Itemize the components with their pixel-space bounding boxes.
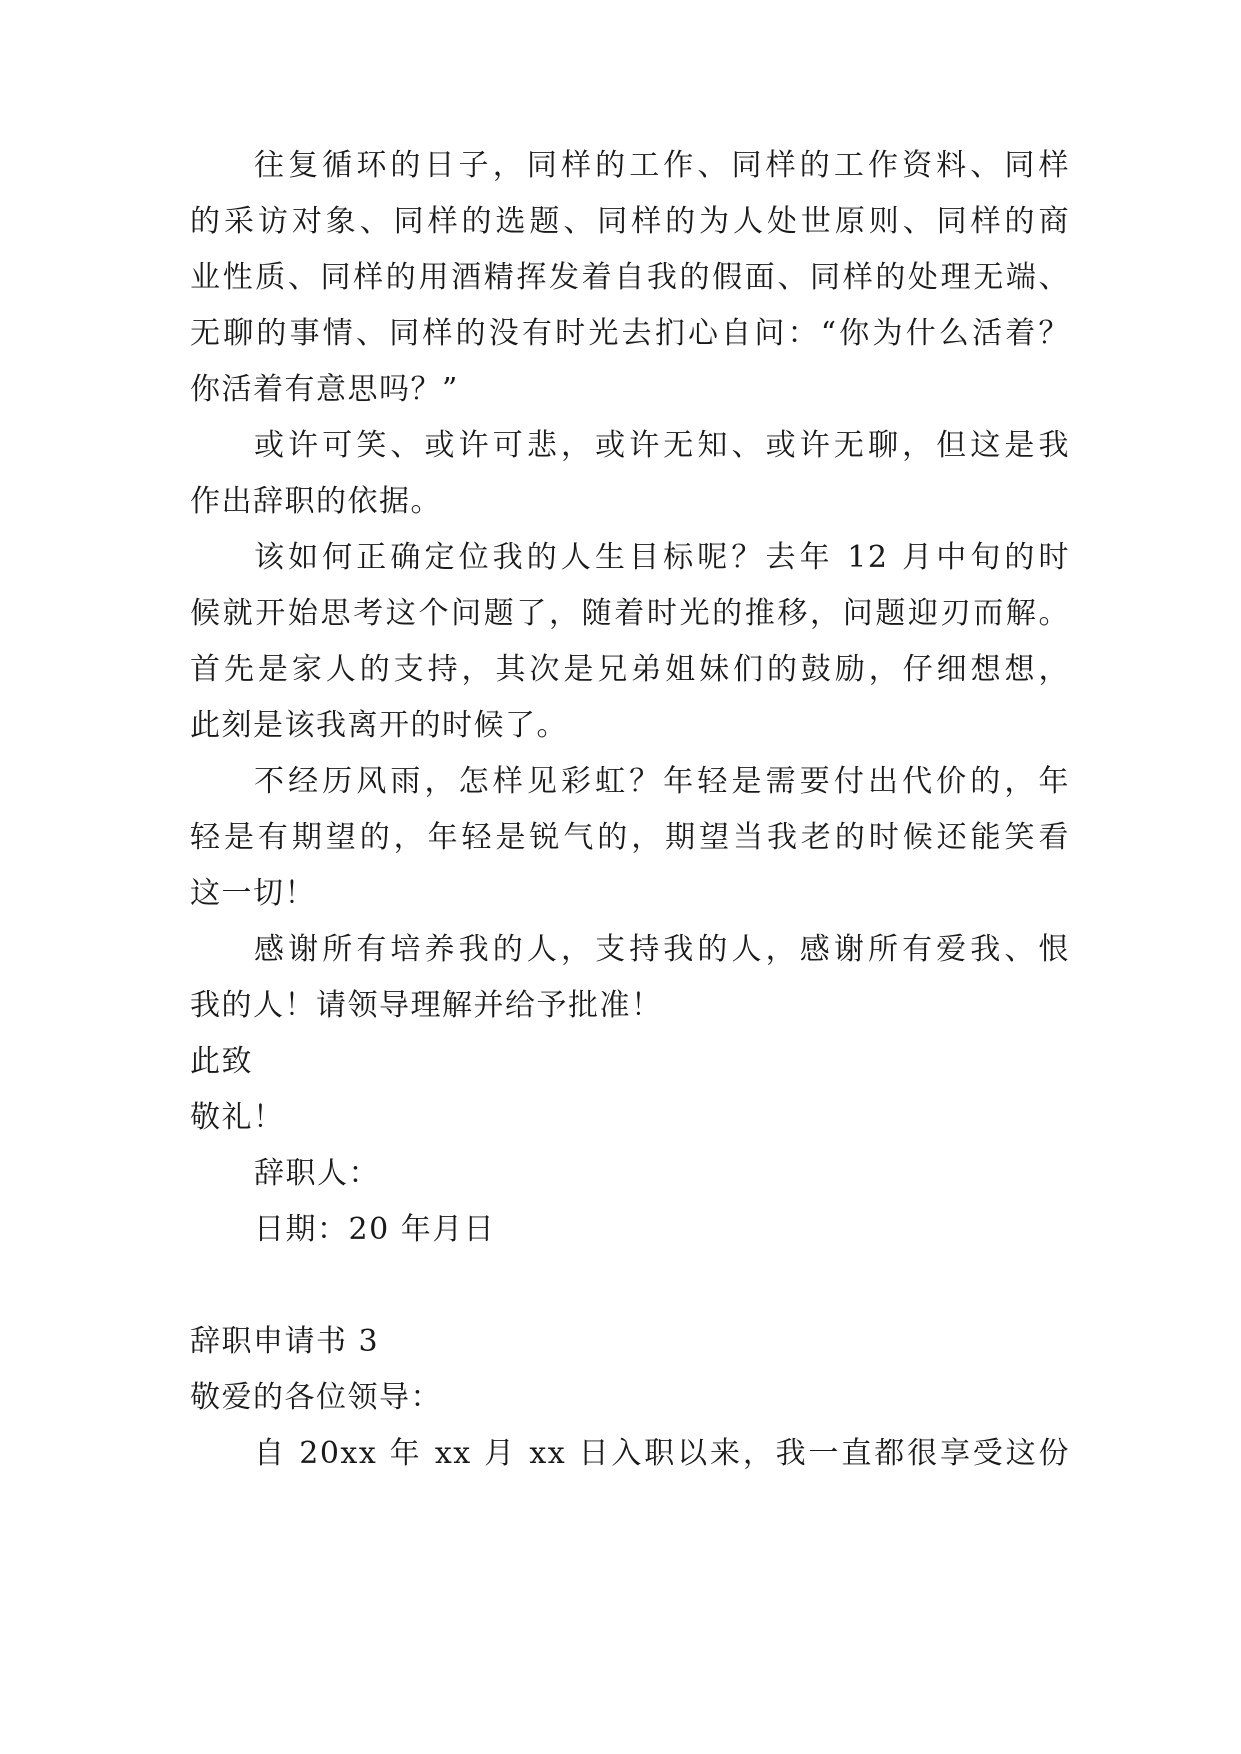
paragraph-line: 自 20xx 年 xx 月 xx 日入职以来，我一直都很享受这份 bbox=[254, 1436, 1070, 1471]
closing-salutation: 此致 bbox=[190, 1044, 253, 1079]
paragraph-line: 往复循环的日子，同样的工作、同样的工作资料、同样 bbox=[254, 148, 1070, 183]
paragraph-line: 此刻是该我离开的时候了。 bbox=[190, 708, 568, 743]
paragraph-line: 首先是家人的支持，其次是兄弟姐妹们的鼓励，仔细想想， bbox=[190, 652, 1070, 687]
paragraph-line: 这一切！ bbox=[190, 876, 316, 911]
paragraph-line: 作出辞职的依据。 bbox=[190, 484, 442, 519]
date-label: 日期：20 年月日 bbox=[254, 1212, 496, 1247]
paragraph-line: 的采访对象、同样的选题、同样的为人处世原则、同样的商 bbox=[190, 204, 1070, 239]
paragraph-line: 轻是有期望的，年轻是锐气的，期望当我老的时候还能笑看 bbox=[190, 820, 1070, 855]
paragraph-line: 该如何正确定位我的人生目标呢？去年 12 月中旬的时 bbox=[254, 540, 1070, 575]
signature-label: 辞职人： bbox=[254, 1156, 380, 1191]
paragraph-line: 业性质、同样的用酒精挥发着自我的假面、同样的处理无端、 bbox=[190, 260, 1070, 295]
section-title: 辞职申请书 3 bbox=[190, 1324, 380, 1359]
closing-regards: 敬礼！ bbox=[190, 1100, 285, 1135]
paragraph-line: 你活着有意思吗？” bbox=[190, 372, 459, 407]
paragraph-line: 我的人！请领导理解并给予批准！ bbox=[190, 988, 663, 1023]
paragraph-line: 感谢所有培养我的人，支持我的人，感谢所有爱我、恨 bbox=[254, 932, 1070, 967]
greeting-line: 敬爱的各位领导： bbox=[190, 1380, 442, 1415]
paragraph-line: 不经历风雨，怎样见彩虹？年轻是需要付出代价的，年 bbox=[254, 764, 1070, 799]
paragraph-line: 无聊的事情、同样的没有时光去扪心自问：“你为什么活着？ bbox=[190, 316, 1070, 351]
paragraph-line: 或许可笑、或许可悲，或许无知、或许无聊，但这是我 bbox=[254, 428, 1070, 463]
paragraph-line: 候就开始思考这个问题了，随着时光的推移，问题迎刃而解。 bbox=[190, 596, 1070, 631]
